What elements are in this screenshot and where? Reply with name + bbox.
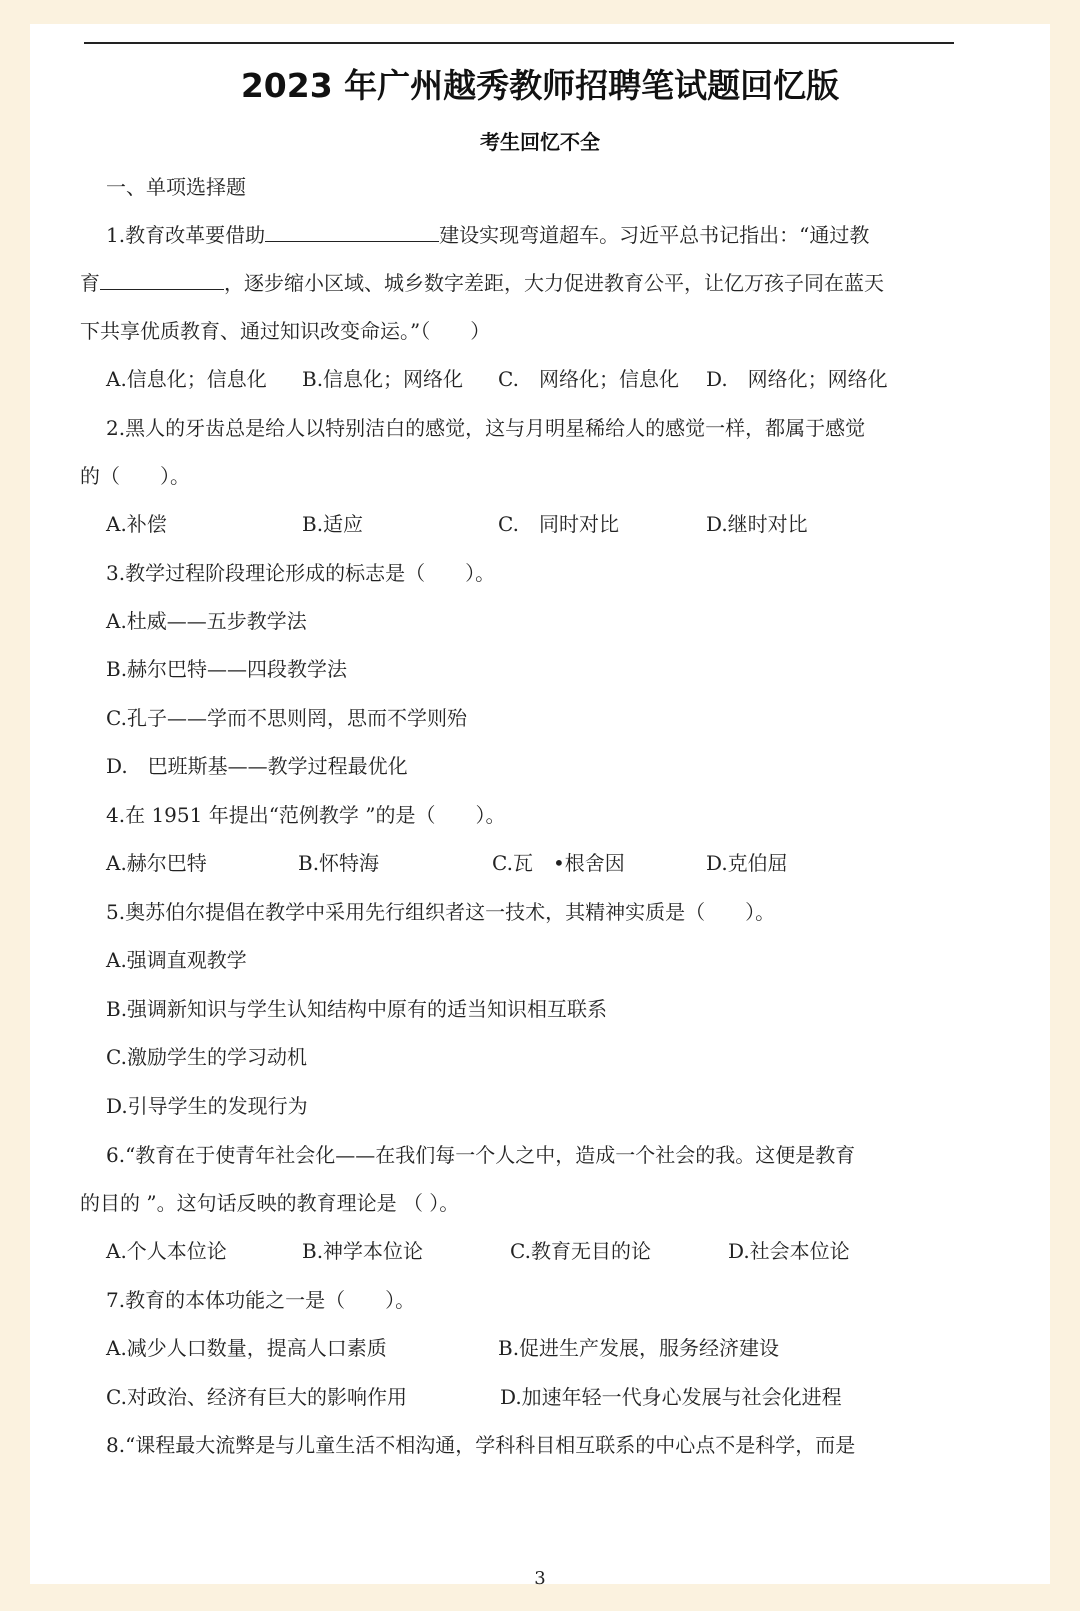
question-1-line-1: 1.教育改革要借助 建设实现弯道超车。习近平总书记指出：“通过教 [106, 223, 870, 247]
question-7-options-row-1 [106, 1333, 1006, 1363]
option-c: C.孔子——学而不思则罔，思而不学则殆 [106, 706, 467, 730]
option-b: B.强调新知识与学生认知结构中原有的适当知识相互联系 [106, 997, 608, 1021]
header-rule [84, 42, 954, 44]
document-subtitle: 考生回忆不全 [480, 130, 600, 154]
question-6-line-2: 的目的 ”。这句话反映的教育理论是 （ ）。 [80, 1191, 460, 1215]
question-5-line-1: 5.奥苏伯尔提倡在教学中采用先行组织者这一技术，其精神实质是（ ）。 [106, 900, 776, 924]
option-b: B.促进生产发展，服务经济建设 [498, 1336, 780, 1360]
option-c: C.教育无目的论 [510, 1239, 651, 1263]
option-b: B.赫尔巴特——四段教学法 [106, 657, 348, 681]
question-7-options-row-2 [106, 1382, 1006, 1412]
option-a: A.信息化；信息化 [106, 367, 267, 391]
option-c: C. 网络化；信息化 [498, 367, 679, 391]
question-3-line-1: 3.教学过程阶段理论形成的标志是（ ）。 [106, 561, 496, 585]
option-d: D.加速年轻一代身心发展与社会化进程 [500, 1385, 842, 1409]
option-a: A.杜威——五步教学法 [106, 609, 307, 633]
option-b: B.怀特海 [298, 851, 380, 875]
question-1-line-2: 育 ，逐步缩小区域、城乡数字差距，大力促进教育公平，让亿万孩子同在蓝天 [80, 271, 884, 295]
question-2-line-1: 2.黑人的牙齿总是给人以特别洁白的感觉，这与月明星稀给人的感觉一样，都属于感觉 [106, 416, 866, 440]
question-4-options [106, 848, 1006, 878]
question-2-line-2: 的（ ）。 [80, 464, 190, 488]
option-a: A.个人本位论 [106, 1239, 227, 1263]
question-6-options [106, 1236, 1006, 1266]
option-c: C.对政治、经济有巨大的影响作用 [106, 1385, 407, 1409]
option-c: C.激励学生的学习动机 [106, 1045, 307, 1069]
question-1-line-3: 下共享优质教育、通过知识改变命运。”（ ） [80, 319, 491, 343]
option-d: D.社会本位论 [728, 1239, 850, 1263]
option-a: A.补偿 [106, 512, 167, 536]
answer-blank [265, 221, 439, 242]
option-b: B.适应 [302, 512, 364, 536]
option-d: D.引导学生的发现行为 [106, 1094, 308, 1118]
question-6-line-1: 6.“教育在于使青年社会化——在我们每一个人之中，造成一个社会的我。这便是教育 [106, 1143, 856, 1167]
option-d: D. 巴班斯基——教学过程最优化 [106, 754, 408, 778]
section-heading: 一、单项选择题 [106, 175, 246, 199]
option-c: C. 同时对比 [498, 512, 619, 536]
option-c: C.瓦 •根舍因 [492, 851, 625, 875]
option-d: D.克伯屈 [706, 851, 788, 875]
option-b: B.信息化；网络化 [302, 367, 464, 391]
question-4-line-1: 4.在 1951 年提出“范例教学 ”的是（ ）。 [106, 803, 506, 827]
question-2-options [106, 509, 1006, 539]
option-a: A.赫尔巴特 [106, 851, 207, 875]
option-d: D.继时对比 [706, 512, 808, 536]
option-a: A.强调直观教学 [106, 948, 247, 972]
page-number: 3 [534, 1568, 546, 1589]
answer-blank [100, 269, 224, 290]
document-title: 2023 年广州越秀教师招聘笔试题回忆版 [240, 66, 840, 105]
question-8-line-1: 8.“课程最大流弊是与儿童生活不相沟通，学科科目相互联系的中心点不是科学，而是 [106, 1433, 856, 1457]
question-7-line-1: 7.教育的本体功能之一是（ ）。 [106, 1288, 416, 1312]
question-1-options [106, 364, 1006, 394]
option-d: D. 网络化；网络化 [706, 367, 888, 391]
option-a: A.减少人口数量，提高人口素质 [106, 1336, 387, 1360]
option-b: B.神学本位论 [302, 1239, 424, 1263]
